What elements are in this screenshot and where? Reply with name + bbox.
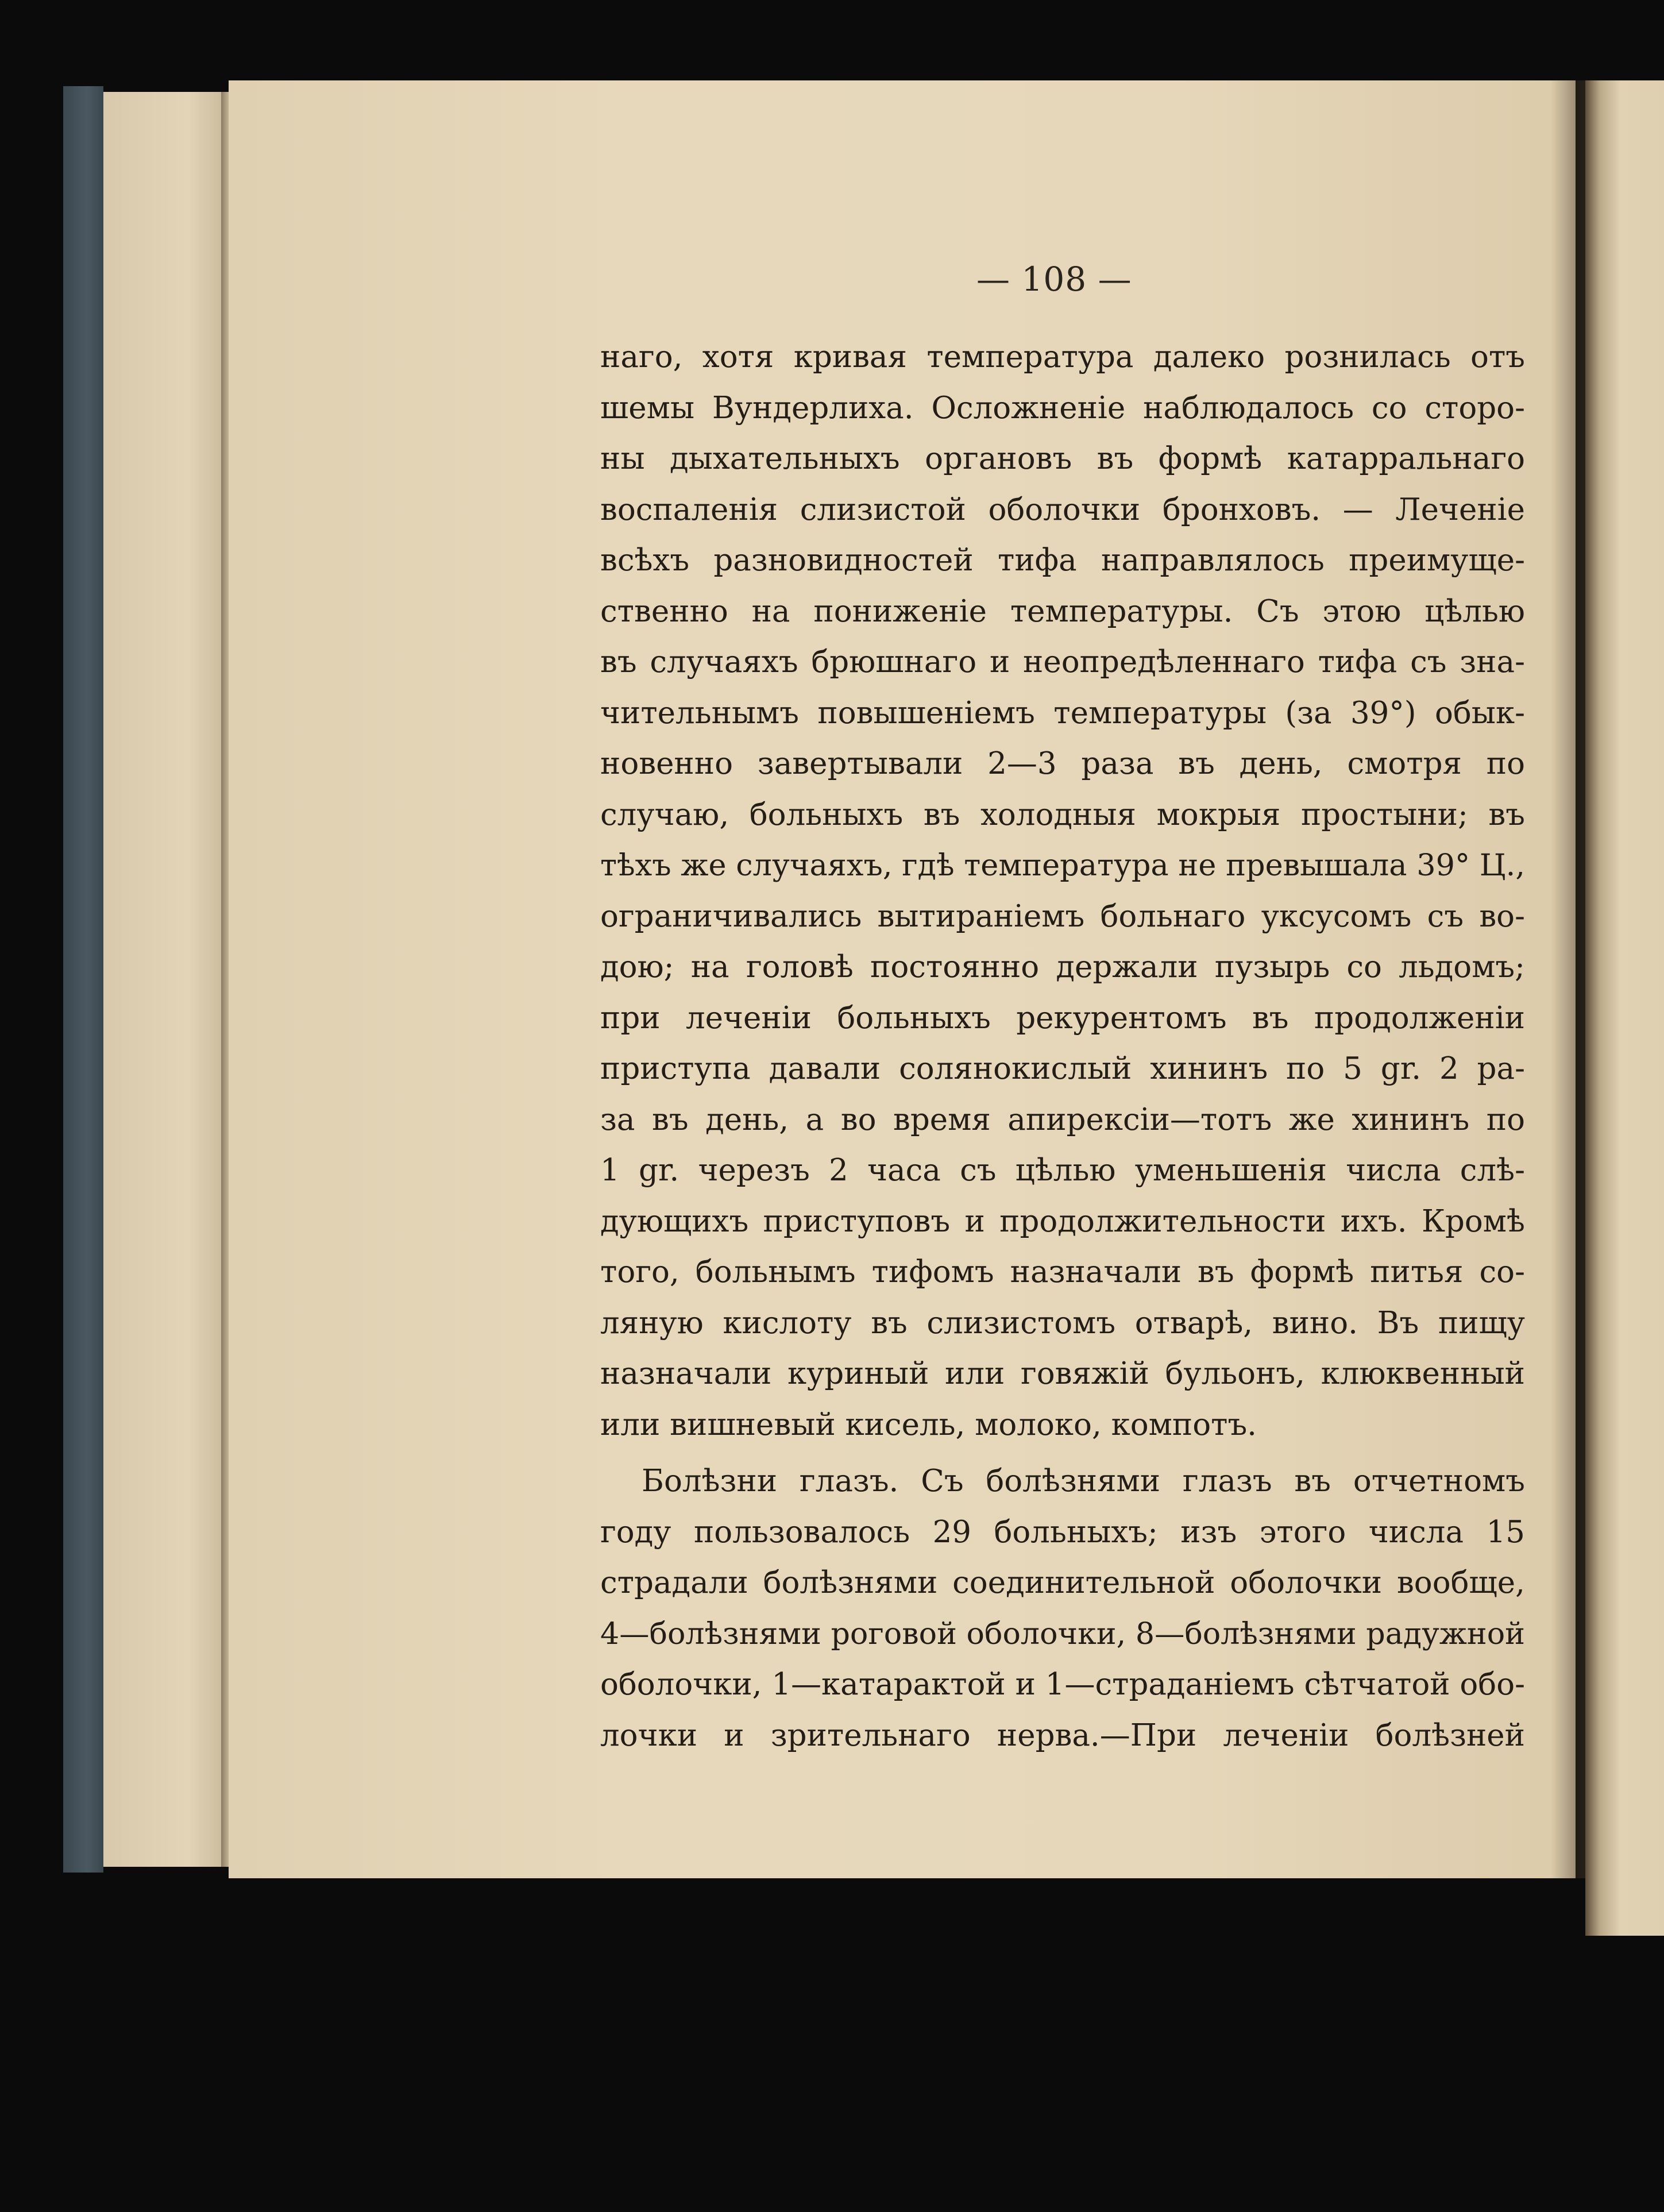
text-line: или вишневый кисель, молоко, компотъ. — [600, 1407, 1257, 1442]
text-line: Болѣзни глазъ. Съ болѣзнями глазъ въ отчетномъ — [642, 1464, 1525, 1499]
page-number: — 108 — — [976, 260, 1132, 299]
text-line: шемы Вундерлиха. Осложненіе наблюдалось со сторо- — [600, 390, 1525, 426]
text-line: чительнымъ повышеніемъ температуры (за 39°) обык- — [600, 695, 1525, 731]
text-line: ляную кислоту въ слизистомъ отварѣ, вино. Въ пищу — [600, 1305, 1525, 1341]
text-line: году пользовалось 29 больныхъ; изъ этого числа 15 — [600, 1514, 1525, 1550]
text-line: лочки и зрительнаго нерва.—При леченіи болѣзней — [600, 1717, 1525, 1753]
text-line: назначали куриный или говяжій бульонъ, клюквенный — [600, 1356, 1525, 1391]
text-line: воспаленія слизистой оболочки бронховъ. — Леченіе — [600, 492, 1525, 527]
body-text — [600, 332, 1525, 1761]
text-line: при леченіи больныхъ рекурентомъ въ продолженіи — [600, 1000, 1525, 1036]
text-line: дующихъ приступовъ и продолжительности ихъ. Кромѣ — [600, 1203, 1525, 1239]
paragraph-1 — [600, 332, 1525, 1450]
text-line: случаю, больныхъ въ холодныя мокрыя простыни; въ — [600, 797, 1525, 832]
next-page-edge — [1585, 80, 1664, 1936]
text-line: дою; на головѣ постоянно держали пузырь со льдомъ; — [600, 949, 1525, 985]
text-line: ограничивались вытираніемъ больнаго уксусомъ съ во- — [600, 898, 1525, 934]
text-line: новенно завертывали 2—3 раза въ день, смотря по — [600, 746, 1525, 781]
text-line: тѣхъ же случаяхъ, гдѣ температура не превышала 39° Ц., — [600, 848, 1525, 883]
text-line: всѣхъ разновидностей тифа направлялось преимуще- — [600, 543, 1525, 578]
text-line: ны дыхательныхъ органовъ въ формѣ катарральнаго — [600, 441, 1525, 476]
previous-blank-leaf — [103, 92, 224, 1867]
text-line: страдали болѣзнями соединительной оболочки вообще, — [600, 1565, 1525, 1600]
page-edge-shadow — [1551, 80, 1585, 1878]
text-line: 1 gr. черезъ 2 часа съ цѣлью уменьшенія числа слѣ- — [600, 1153, 1525, 1188]
paragraph-gap — [600, 1450, 1525, 1456]
text-line: приступа давали солянокислый хининъ по 5 gr. 2 ра- — [600, 1051, 1525, 1086]
paragraph-2 — [600, 1456, 1525, 1761]
book-cover-edge — [63, 86, 103, 1873]
text-line: того, больнымъ тифомъ назначали въ формѣ питья со- — [600, 1254, 1525, 1290]
text-line: въ случаяхъ брюшнаго и неопредѣленнаго тифа съ зна- — [600, 644, 1525, 680]
text-line: 4—болѣзнями роговой оболочки, 8—болѣзнями радужной — [600, 1616, 1525, 1651]
text-line: наго, хотя кривая температура далеко рознилась отъ — [600, 339, 1525, 375]
text-line: оболочки, 1—катарактой и 1—страданіемъ сѣтчатой обо- — [600, 1667, 1525, 1702]
page-gutter — [221, 92, 229, 1867]
text-line: за въ день, а во время апирексіи—тотъ же хининъ по — [600, 1102, 1525, 1137]
text-line: ственно на пониженіе температуры. Съ этою цѣлью — [600, 593, 1525, 629]
